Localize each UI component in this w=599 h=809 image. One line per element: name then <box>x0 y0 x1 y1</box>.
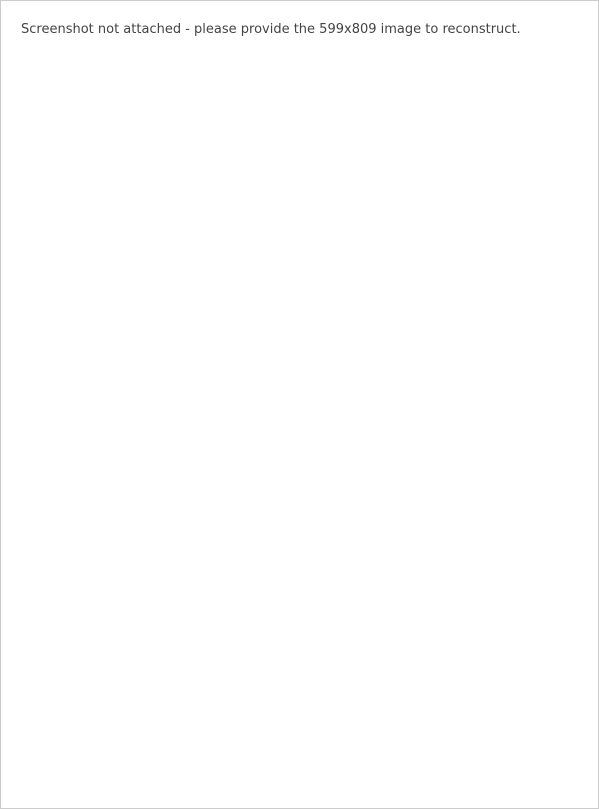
missing-image-note: Screenshot not attached - please provide the 599x809 image to reconstruct. <box>21 22 521 37</box>
